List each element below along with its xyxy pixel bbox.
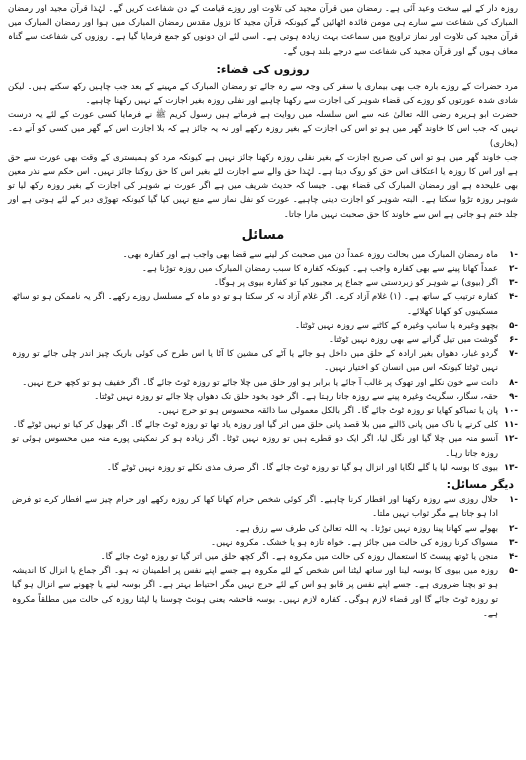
list-item xyxy=(8,290,518,318)
list-item-number: -۵ xyxy=(509,320,518,331)
qaza-paragraph-3: جب خاوند گھر میں ہو تو اس کی صریح اجازت کے بغیر نفلی روزہ رکھنا جائز نہیں ہے کیونکہ مرد کو ہمبستری کے وقت بھی عورت سے حق ہے اور اس کا روزہ یا اعتکاف اس حق کو روک دیتا ہے۔ لہٰذا حق والے سے اجازت لئے بغیر اس کا حق روکنا جائز نہیں۔ اس حکم سے نذر معین بھی علیحدہ ہے اور رمضان المبارک کی قضاء بھی۔ جیسا کہ حدیث شریف میں ہے اگر عورت نے شوہر کی اجازت کے بغیر روزہ رکھ لیا تو شوہر روزہ تڑوا سکتا ہے۔ البتہ شوہر کو اجازت دینی چاہیے۔ عورت کو نفل نماز سے منع نہیں کیا گیا کیونکہ تھوڑی دیر کے لئے ہوتی ہے اور جلد ختم ہو جاتی ہے اس سے خاوند کا حق صحبت نہیں مارا جاتا۔ xyxy=(8,152,518,220)
list-item xyxy=(8,262,518,276)
list-item-number: -۴ xyxy=(509,292,518,303)
list-item-text: روزہ میں بیوی کا بوسہ لینا اور ساتھ لیٹنا اس شخص کے لئے مکروہ ہے جسے اپنے نفس پر اطمینان نہ ہو۔ اگر جماع یا انزال کا اندیشہ ہو تو بچنا ضروری ہے۔ جسے اپنے نفس پر قابو ہو اس کے لئے حرج نہیں مگر احتیاط بہتر ہے۔ اگر بوسہ لینے یا چھونے سے انزال ہو گیا تو روزہ ٹوٹ جائے گا اور قضاء لازم ہوگی۔ کفارہ لازم نہیں۔ بوسہ فاحشہ یعنی ہونٹ چوسنا یا لپٹنا روزہ کی حالت میں مطلقاً مکروہ ہے۔ xyxy=(12,566,498,619)
list-item xyxy=(8,536,518,550)
section-heading-masail: مسائل xyxy=(241,227,285,243)
list-item-number: -۱ xyxy=(509,249,518,260)
list-item-number: -۱۲ xyxy=(503,434,518,445)
list-item-number: -۲ xyxy=(509,264,518,275)
section-heading-other-masail: دیگر مسائل: xyxy=(446,478,514,492)
list-item xyxy=(8,319,518,333)
list-item-text: پان یا تمباکو کھایا تو روزہ ٹوٹ جائے گا۔ اگر بالکل معمولی سا ذائقہ محسوس ہو تو حرج نہیں۔ xyxy=(157,406,498,417)
list-item xyxy=(8,418,518,432)
list-item-text: دانت سے خون نکلے اور تھوک پر غالب آ جائے یا برابر ہو اور حلق میں چلا جائے تو روزہ ٹوٹ جائے گا۔ اگر خفیف ہو تو کچھ حرج نہیں۔ xyxy=(22,377,498,388)
qaza-section xyxy=(8,62,518,222)
list-item xyxy=(8,461,518,475)
list-item-text: آنسو منہ میں چلا گیا اور نگل لیا، اگر ایک دو قطرے ہیں تو روزہ نہیں ٹوٹا۔ اگر زیادہ ہو کر نمکینی پورے منہ میں محسوس ہوئی تو روزہ جاتا رہا۔ xyxy=(12,434,498,459)
list-item xyxy=(8,333,518,347)
list-item-text: منجن یا ٹوتھ پیسٹ کا استعمال روزہ کی حالت میں مکروہ ہے۔ اگر کچھ حلق میں اتر گیا تو روزہ ٹوٹ جائے گا۔ xyxy=(100,551,498,562)
list-item-text: کفارہ ترتیب کے ساتھ ہے۔ (۱) غلام آزاد کرے۔ اگر غلام آزاد نہ کر سکتا ہو تو دو ماہ کے مسلسل روزے رکھے۔ اگر یہ ناممکن ہو تو ساٹھ مسکینوں کو کھانا کھلائے۔ xyxy=(12,292,498,317)
list-item xyxy=(8,522,518,536)
list-item-number: -۱۱ xyxy=(503,420,518,431)
list-item xyxy=(8,404,518,418)
list-item-text: کلی کرنے یا ناک میں پانی ڈالنے میں بلا قصد پانی حلق میں اتر گیا اور روزہ یاد تھا تو روزہ ٹوٹ جائے گا۔ اگر بھول کر کیا تو نہیں ٹوٹے گا۔ xyxy=(12,420,498,431)
qaza-paragraph-2: حضرت ابو ہریرہ رضی اللہ تعالیٰ عنہ سے اس سلسلہ میں روایت ہے فرماتے ہیں رسول کریم ﷺ نے فرمایا کسی عورت کے لئے یہ درست نہیں کہ جب اس کا خاوند گھر میں ہو تو اس کی اجازت کے بغیر روزہ رکھے اور نہ یہ جائز ہے کہ بلا اجازت اس کے گھر میں کسی کو آنے دے۔ (بخاری) xyxy=(8,110,518,149)
list-item-number: -۳ xyxy=(509,537,518,548)
list-item-number: -۸ xyxy=(509,377,518,388)
list-item-text: بھولے سے کھانا پینا روزہ نہیں توڑتا۔ یہ اللہ تعالیٰ کی طرف سے رزق ہے۔ xyxy=(234,523,498,534)
list-item xyxy=(8,564,518,621)
list-item-text: عمداً کھانا پینے سے بھی کفارہ واجب ہے۔ کیونکہ کفارہ کا سبب رمضان المبارک میں روزہ توڑنا ہے۔ xyxy=(141,264,498,275)
masail-list xyxy=(8,248,518,475)
list-item-number: -۵ xyxy=(509,566,518,577)
list-item-number: -۶ xyxy=(509,335,518,346)
list-item-text: بچھو وغیرہ یا سانپ وغیرہ کے کاٹنے سے روزہ نہیں ٹوٹتا۔ xyxy=(295,320,498,331)
section-heading-qaza: روزوں کی قضاء: xyxy=(216,62,310,76)
list-item-text: حقہ، سگار، سگریٹ وغیرہ پینے سے روزہ جاتا رہتا ہے۔ اگر خود بخود حلق تک دھواں چلا جائے تو روزہ نہیں ٹوٹتا۔ xyxy=(94,391,498,402)
list-item-number: -۱۳ xyxy=(503,462,518,473)
list-item-number: -۱۰ xyxy=(503,406,518,417)
intro-section xyxy=(8,2,518,59)
list-item-text: اگر (بیوی) نے شوہر کو زبردستی سے جماع پر مجبور کیا تو کفارہ بیوی پر ہوگا۔ xyxy=(213,278,498,289)
list-item-number: -۷ xyxy=(509,349,518,360)
list-item xyxy=(8,248,518,262)
other-masail-list xyxy=(8,493,518,621)
list-item-number: -۱ xyxy=(509,495,518,506)
list-item-text: ماہ رمضان المبارک میں بحالت روزہ عمداً دن میں صحبت کر لینے سے قضا بھی واجب ہے اور کفارہ بھی۔ xyxy=(122,249,498,260)
list-item xyxy=(8,550,518,564)
qaza-paragraph-1: مرد حضرات کے روزے بارہ جب بھی بیماری یا سفر کی وجہ سے رہ جائے تو رمضان المبارک کے مہینے کے بعد جب چاہیں رکھ سکتے ہیں۔ لیکن شادی شدہ عورتوں کو روزے کی قضاء شوہر کی اجازت سے رکھنا چاہیے اور نفلی روزہ بغیر اجازت کے نہیں رکھنا چاہیے۔ xyxy=(8,81,518,107)
masail-section xyxy=(8,226,518,475)
list-item-number: -۴ xyxy=(509,551,518,562)
list-item-text: مسواک کرنا روزہ کی حالت میں جائز ہے۔ خواہ تازہ ہو یا خشک۔ مکروہ نہیں۔ xyxy=(211,537,498,548)
list-item xyxy=(8,390,518,404)
list-item xyxy=(8,276,518,290)
list-item-number: -۹ xyxy=(509,391,518,402)
other-masail-section xyxy=(8,477,518,621)
list-item-text: گردو غبار، دھواں بغیر ارادہ کے حلق میں داخل ہو جائے یا آٹے کی مشین کا آٹا یا اس طرح کی کوئی باریک چیز اندر چلی جائے تو روزہ نہیں ٹوٹتا کیونکہ اس میں انسان کو اختیار نہیں۔ xyxy=(12,349,498,374)
list-item-text: بیوی کا بوسہ لیا یا گلے لگایا اور انزال ہو گیا تو روزہ ٹوٹ جائے گا۔ اگر صرف مذی نکلے تو روزہ نہیں ٹوٹے گا۔ xyxy=(106,462,498,473)
list-item xyxy=(8,376,518,390)
list-item xyxy=(8,347,518,375)
list-item xyxy=(8,493,518,521)
list-item-text: حلال روزی سے روزہ رکھنا اور افطار کرنا چاہیے۔ اگر کوئی شخص حرام کھانا کھا کر روزہ رکھے اور حرام چیز سے افطار کرے تو فرض ادا ہو جاتا ہے مگر ثواب نہیں ملتا۔ xyxy=(12,495,498,520)
list-item xyxy=(8,432,518,460)
intro-paragraph: روزہ دار کے لیے سخت وعید آئی ہے۔ رمضان میں قرآن مجید کی تلاوت اور روزے قیامت کے دن شفاعت کریں گے۔ لہٰذا قرآن مجید اور رمضان المبارک کی شفاعت سے سارے ہی مومن فائدہ اٹھائیں گے کیونکہ قرآن مجید کا نزول مقدس رمضان المبارک میں ہوا اور رمضان المبارک میں قرآن مجید کی تلاوت اور نماز تراویح میں سماعت بہت زیادہ ہوتی ہے۔ اسی لئے ان دونوں کو جمع فرمایا گیا ہے۔ روزوں کی شفاعت سے گناہ معاف ہوں گے اور قرآن مجید کی شفاعت سے درجے بلند ہوں گے۔ xyxy=(8,4,518,57)
list-item-number: -۲ xyxy=(509,523,518,534)
list-item-number: -۳ xyxy=(509,278,518,289)
list-item-text: گوشت میں تیل گرانے سے بھی روزہ نہیں ٹوٹتا۔ xyxy=(328,335,498,346)
